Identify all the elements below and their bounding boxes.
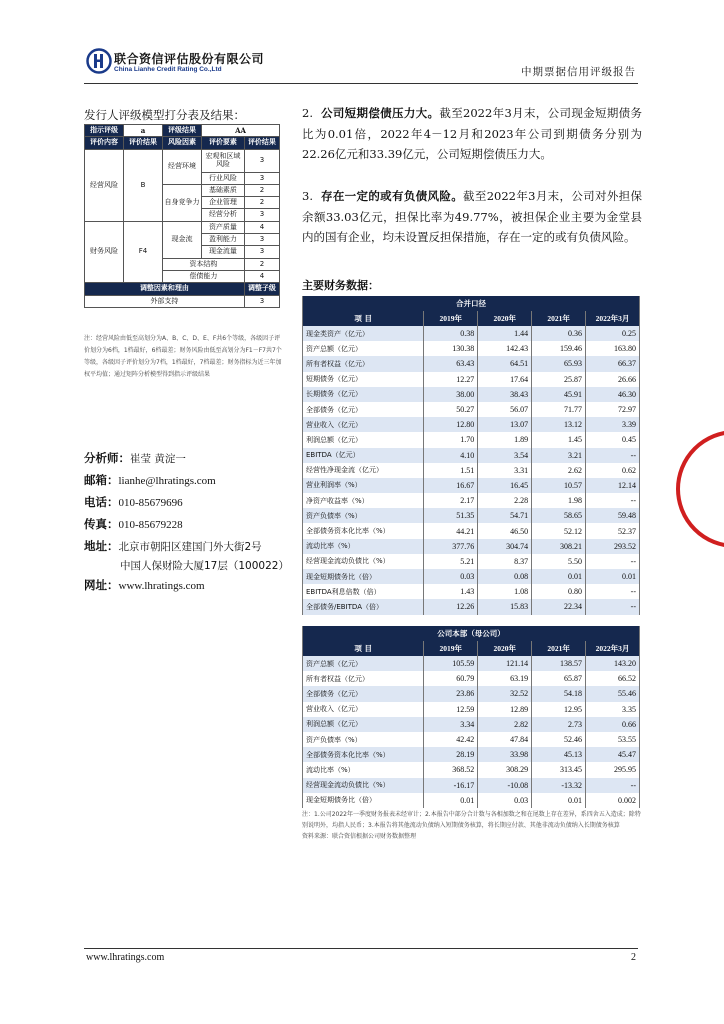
table-row [303,732,640,747]
cell-value: 0.25 [586,326,640,341]
cell-value: 0.80 [532,584,586,599]
cell-value: 308.21 [532,539,586,554]
column-header: 2019年 [424,311,478,326]
cell-value: 50.27 [424,402,478,417]
table-caption-row: 公司本部（母公司） [303,626,640,641]
point-2: 2. 公司短期偿债压力大。截至2022年3月末，公司现金短期债务比为0.01倍，2022年4－12月和2023年公司到期债务分别为22.26亿元和33.39亿元，公司短期偿债压力大。 [302,106,643,161]
table-row [303,599,640,614]
cell-value: 5.21 [424,554,478,569]
row-label: 现金类资产（亿元） [303,326,424,341]
cell-value: 46.30 [586,387,640,402]
table-row [303,326,640,341]
cell-value: 0.03 [478,793,532,808]
row-label: EBITDA利息倍数（倍） [303,584,424,599]
report-type: 中期票据信用评级报告 [521,66,636,78]
row-label: 资产总额（亿元） [303,341,424,356]
cell-value: 63.19 [478,671,532,686]
table-row [303,539,640,554]
cell-value: 2.82 [478,717,532,732]
cell-value: 22.34 [532,599,586,614]
cell-value: 3.34 [424,717,478,732]
cell-value: 3.21 [532,448,586,463]
cell-value: 8.37 [478,554,532,569]
cell-value: 46.50 [478,523,532,538]
cell-value: 52.37 [586,523,640,538]
row-label: 全部债务（亿元） [303,402,424,417]
address-line-2: 中国人保财险大厦17层（100022） [120,560,289,572]
rating-summary-row: 指示评级 a 评级结果 AA [85,125,280,137]
cell-value: 15.83 [478,599,532,614]
cell-value: -- [586,554,640,569]
cell-value: 2.28 [478,493,532,508]
cell-value: 38.00 [424,387,478,402]
cell-value: 138.57 [532,656,586,671]
cell-value: 17.64 [478,372,532,387]
row-label: 全部债务/EBITDA（倍） [303,599,424,614]
cell-value: 0.03 [424,569,478,584]
cell-value: 10.57 [532,478,586,493]
website-link[interactable]: www.lhratings.com [118,580,205,592]
cell-value: 1.43 [424,584,478,599]
table-row [303,341,640,356]
cell-value: 72.97 [586,402,640,417]
cell-value: 44.21 [424,523,478,538]
cell-value: 0.002 [586,793,640,808]
table-caption-row: 合并口径 [303,296,640,311]
cell-value: 1.08 [478,584,532,599]
analyst-names: 崔莹 黄淀一 [130,453,186,465]
cell-value: 53.55 [586,732,640,747]
row-label: 营业利润率（%） [303,478,424,493]
table-row [303,793,640,808]
rating-header-row: 评价内容 评价结果 风险因素 评价要素 评价结果 [85,137,280,149]
cell-value: 313.45 [532,762,586,777]
table-row [303,372,640,387]
cell-value: -13.32 [532,778,586,793]
company-logo-icon [86,48,112,74]
cell-value: 3.39 [586,417,640,432]
cell-value: 26.66 [586,372,640,387]
cell-value: -10.08 [478,778,532,793]
rating-model-table: 指示评级 a 评级结果 AA 评价内容 评价结果 风险因素 评价要素 评价结果 经营风险 B 经营环境 宏观和区域风险 3 行业风险 3 自身竞争力 基础素质 2 企业管理 2 经营分析 3 财务风险 F4 现金流 资产质量 4 盈利能力 3 现金流量 3 资本结构 2 偿债能力 4 调整因素和理由 调整子级 外部支持 3 [84,124,280,308]
table-row [303,508,640,523]
cell-value: 32.52 [478,686,532,701]
row-label: EBITDA（亿元） [303,448,424,463]
table-row [303,463,640,478]
cell-value: 12.80 [424,417,478,432]
cell-value: 12.89 [478,702,532,717]
row-label: 经营现金流动负债比（%） [303,554,424,569]
cell-value: 377.76 [424,539,478,554]
cell-value: 55.46 [586,686,640,701]
cell-value: 0.08 [478,569,532,584]
cell-value: 1.70 [424,432,478,447]
cell-value: 65.87 [532,671,586,686]
header-divider [84,83,638,84]
consolidated-table [302,296,640,615]
row-label: 经营现金流动负债比（%） [303,778,424,793]
cell-value: 308.29 [478,762,532,777]
table-row [303,387,640,402]
table-row [303,417,640,432]
footer-divider [84,948,638,949]
cell-value: 54.18 [532,686,586,701]
cell-value: 2.62 [532,463,586,478]
cell-value: 0.38 [424,326,478,341]
footer-website[interactable]: www.lhratings.com [86,952,165,963]
cell-value: 52.12 [532,523,586,538]
cell-value: 0.01 [532,569,586,584]
table-row [303,656,640,671]
cell-value: 1.98 [532,493,586,508]
table-row [303,778,640,793]
row-label: 资产负债率（%） [303,508,424,523]
row-label: 营业收入（亿元） [303,702,424,717]
table-row [303,448,640,463]
email-line: 邮箱：lianhe@lhratings.com [84,473,216,487]
row-label: 全部债务资本化比率（%） [303,523,424,538]
point-3: 3. 存在一定的或有负债风险。截至2022年3月末，公司对外担保余额33.03亿元，担保比率为49.77%，被担保企业主要为金堂县内的国有企业，均未设置反担保措施，存在一定的或有负债风险。 [302,189,643,244]
table-row [303,356,640,371]
biz-risk-label: 经营风险 [85,149,124,221]
table-row [303,702,640,717]
cell-value: -- [586,448,640,463]
row-label: 资产负债率（%） [303,732,424,747]
cell-value: 58.65 [532,508,586,523]
data-source: 资料来源：联合资信根据公司财务数据整理 [302,833,417,840]
cell-value: 13.07 [478,417,532,432]
company-name-en: China Lianhe Credit Rating Co.,Ltd [114,66,222,73]
cell-value: 143.20 [586,656,640,671]
cell-value: 13.12 [532,417,586,432]
row-label: 所有者权益（亿元） [303,356,424,371]
cell-value: 12.26 [424,599,478,614]
cell-value: 1.51 [424,463,478,478]
fin-risk-result: F4 [124,221,163,282]
row-label: 全部债务资本化比率（%） [303,747,424,762]
cell-value: 293.52 [586,539,640,554]
cell-value: 3.35 [586,702,640,717]
cell-value: 0.66 [586,717,640,732]
cell-value: 0.36 [532,326,586,341]
cell-value: 105.59 [424,656,478,671]
cell-value: 64.51 [478,356,532,371]
cell-value: 54.71 [478,508,532,523]
cell-value: 51.35 [424,508,478,523]
row-label: 资产总额（亿元） [303,656,424,671]
column-header: 项 目 [303,641,424,656]
cell-value: 0.01 [424,793,478,808]
financials-title: 主要财务数据： [302,279,379,292]
table-row [303,584,640,599]
table-row [303,432,640,447]
cell-value: 0.45 [586,432,640,447]
column-header: 项 目 [303,311,424,326]
row-label: 流动比率（%） [303,539,424,554]
cell-value: 163.80 [586,341,640,356]
cell-value: -16.17 [424,778,478,793]
cell-value: 12.14 [586,478,640,493]
cell-value: 0.01 [586,569,640,584]
row-label: 利润总额（亿元） [303,717,424,732]
table-header-row [303,641,640,656]
cell-value: 295.95 [586,762,640,777]
cell-value: 3.31 [478,463,532,478]
fin-risk-label: 财务风险 [85,221,124,282]
cell-value: 71.77 [532,402,586,417]
cell-value: 16.67 [424,478,478,493]
table-row [303,493,640,508]
column-header: 2021年 [532,311,586,326]
table-row [303,717,640,732]
table-row [303,554,640,569]
cell-value: -- [586,493,640,508]
row-label: 经营性净现金流（亿元） [303,463,424,478]
row-label: 短期债务（亿元） [303,372,424,387]
cell-value: 368.52 [424,762,478,777]
row-label: 营业收入（亿元） [303,417,424,432]
cell-value: 12.27 [424,372,478,387]
cell-value: 12.95 [532,702,586,717]
cell-value: 45.91 [532,387,586,402]
table-row [303,671,640,686]
cell-value: -- [586,778,640,793]
financials-note: 注：1.公司2022年一季度财务报表未经审计；2.本报告中部分合计数与各相加数之和在尾数上存在差异，系四舍五入造成；除特别说明外，均指人民币；3.本报告将其他流动负债纳入短期债务核算，将长期应付款、其他非流动负债纳入长期债务核算 资料来源：联合资信根据公司财务数据整理 [302,811,641,840]
row-label: 长期债务（亿元） [303,387,424,402]
adjustment-header-row: 调整因素和理由 调整子级 [85,283,280,295]
table-row [303,747,640,762]
cell-value: 63.43 [424,356,478,371]
cell-value: 23.86 [424,686,478,701]
cell-value: 2.73 [532,717,586,732]
address-line: 地址：北京市朝阳区建国门外大街2号 [84,539,262,553]
tel-line: 电话：010-85679696 [84,495,183,509]
table-row [303,478,640,493]
cell-value: 42.42 [424,732,478,747]
cell-value: 25.87 [532,372,586,387]
column-header: 2020年 [478,641,532,656]
company-name-cn: 联合资信评估股份有限公司 [114,52,265,66]
row-label: 所有者权益（亿元） [303,671,424,686]
cell-value: 121.14 [478,656,532,671]
table-row [303,569,640,584]
cell-value: 38.43 [478,387,532,402]
cell-value: 60.79 [424,671,478,686]
cell-value: 28.19 [424,747,478,762]
cell-value: 0.62 [586,463,640,478]
cell-value: 1.89 [478,432,532,447]
cell-value: 12.59 [424,702,478,717]
cell-value: 142.43 [478,341,532,356]
cell-value: 1.45 [532,432,586,447]
cell-value: -- [586,584,640,599]
cell-value: 130.38 [424,341,478,356]
cell-value: 304.74 [478,539,532,554]
row-label: 流动比率（%） [303,762,424,777]
email-link[interactable]: lianhe@lhratings.com [118,475,216,487]
cell-value: 56.07 [478,402,532,417]
cell-value: 66.52 [586,671,640,686]
company-seal-icon [676,430,724,548]
table-header-row [303,311,640,326]
cell-value: 4.10 [424,448,478,463]
row-label: 全部债务（亿元） [303,686,424,701]
table-row [303,686,640,701]
cell-value: 0.01 [532,793,586,808]
column-header: 2019年 [424,641,478,656]
column-header: 2022年3月 [586,641,640,656]
website-line: 网址：www.lhratings.com [84,578,205,592]
cell-value: 45.13 [532,747,586,762]
column-header: 2021年 [532,641,586,656]
row-label: 现金短期债务比（倍） [303,793,424,808]
biz-risk-result: B [124,149,163,221]
parent-table [302,626,640,808]
fax-line: 传真：010-85679228 [84,517,183,531]
table-row [303,762,640,777]
adjustment-row: 外部支持 3 [85,295,280,307]
cell-value: 59.48 [586,508,640,523]
cell-value: 33.98 [478,747,532,762]
row-label: 现金短期债务比（倍） [303,569,424,584]
column-header: 2022年3月 [586,311,640,326]
cell-value: 2.17 [424,493,478,508]
cell-value: 66.37 [586,356,640,371]
cell-value: 159.46 [532,341,586,356]
cell-value: 45.47 [586,747,640,762]
cell-value: 16.45 [478,478,532,493]
cell-value: 3.54 [478,448,532,463]
row-label: 利润总额（亿元） [303,432,424,447]
table-row [303,402,640,417]
cell-value: 47.84 [478,732,532,747]
page-number: 2 [631,952,636,963]
cell-value: 65.93 [532,356,586,371]
analyst-line: 分析师：崔莹 黄淀一 [84,451,186,465]
rating-model-title: 发行人评级模型打分表及结果： [84,108,245,122]
cell-value: 52.46 [532,732,586,747]
table-row [303,523,640,538]
column-header: 2020年 [478,311,532,326]
cell-value: 1.44 [478,326,532,341]
cell-value: 5.50 [532,554,586,569]
row-label: 净资产收益率（%） [303,493,424,508]
cell-value: -- [586,599,640,614]
rating-model-note: 注：经营风险由低至高划分为A、B、C、D、E、F共6个等级，各级因子评价划分为6档，1档最好，6档最差；财务风险由低至高划分为F1－F7共7个等级，各级因子评价划分为7档，1档最好，7档最差；财务指标为近三年加权平均值；通过矩阵分析模型得到指示评级结果 [84,335,282,378]
